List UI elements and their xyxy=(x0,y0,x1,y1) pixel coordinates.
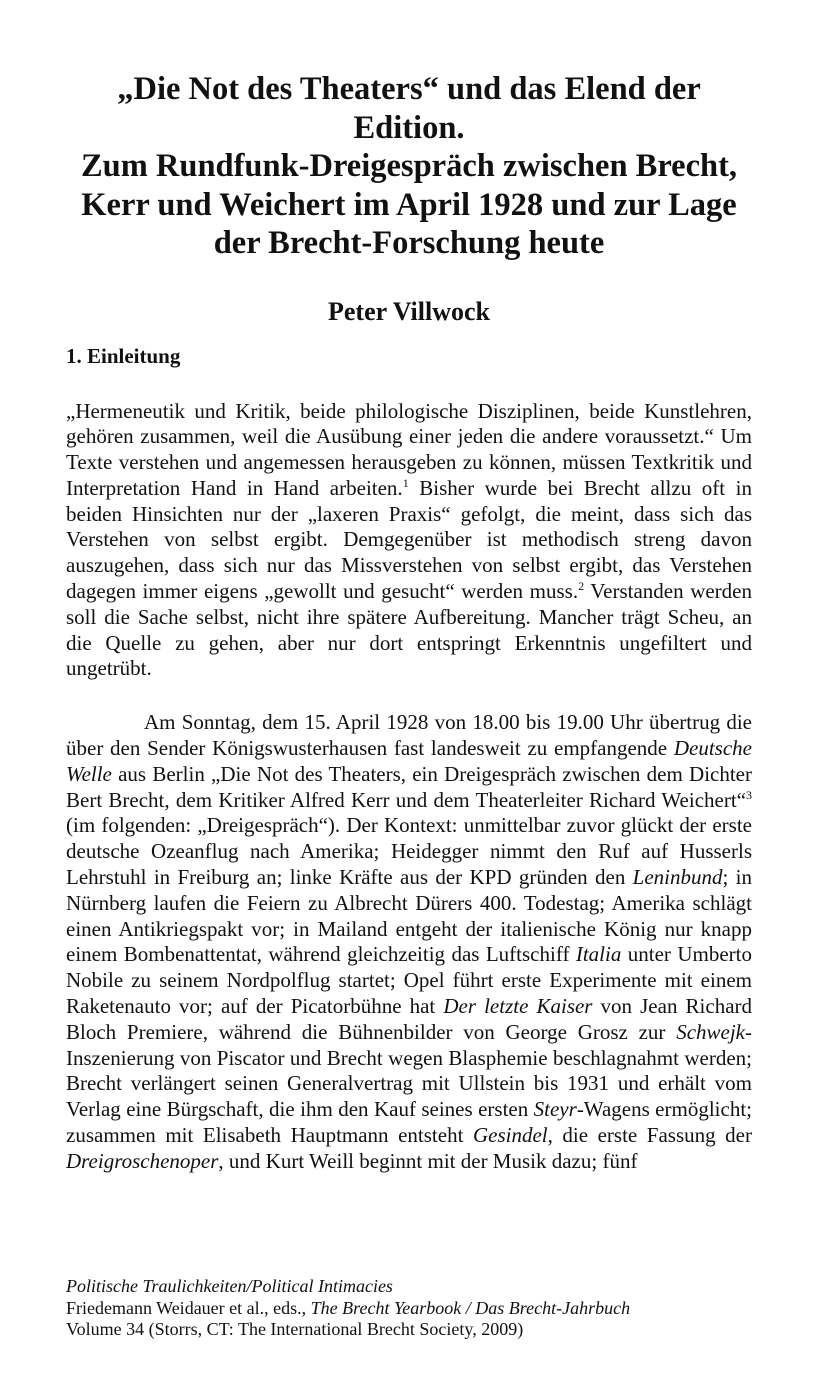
italic-run: Schwejk xyxy=(676,1019,745,1044)
collection-title: Politische Traulichkeiten/Political Intimacies xyxy=(66,1276,393,1296)
yearbook-title: The Brecht Yearbook / Das Brecht-Jahrbuch xyxy=(310,1297,631,1318)
article-page xyxy=(66,70,752,1175)
text-run: (im folgenden: „Dreigespräch“). Der Kontext: unmittelbar zuvor glückt der erste deutsche Ozeanflug nach Amerika; Heidegger nimmt den Ruf auf Husserls Lehrstuhl in Freiburg an; linke Kräfte aus der KPD gründen den xyxy=(66,813,752,890)
text-run: -Inszenierung von Piscator und Brecht wegen Blasphemie beschlagnahmt werden; Brecht verlängert seinen Generalvertrag mit Ullstein bis 1931 und erhält vom Verlag eine Bürgschaft, die ihm den Kauf seines ersten xyxy=(66,1019,752,1122)
footnote-marker[interactable]: 3 xyxy=(746,787,752,802)
italic-run: Deutsche Welle xyxy=(66,736,752,786)
paragraph-1 xyxy=(66,399,752,683)
italic-run: Steyr xyxy=(533,1097,577,1122)
text-run: ; in Nürnberg laufen die Feiern zu Albrecht Dürers 400. Todestag; Amerika schlägt einen Antikriegspakt vor; in Mailand entgeht der italienische König nur knapp einem Bombenattentat, während gleichzeitig das Luftschiff xyxy=(66,865,753,967)
title-line: „Die Not des Theaters“ und das Elend der xyxy=(117,71,701,107)
volume-line: Volume 34 (Storrs, CT: The International Brecht Society, 2009) xyxy=(66,1319,524,1339)
paragraph-2 xyxy=(66,710,752,1174)
text-run: , und Kurt Weill beginnt mit der Musik dazu; fünf xyxy=(218,1148,638,1173)
text-run: -Wagens ermöglicht; zusammen mit Elisabeth Hauptmann entsteht xyxy=(66,1097,752,1148)
text-run: Verstanden werden soll die Sache selbst, nicht ihre spätere Aufbereitung. Mancher trägt Scheu, an die Quelle zu gehen, aber nur dort entspringt Erkenntnis ungefiltert und ungetrübt. xyxy=(66,579,752,681)
italic-run: Gesindel xyxy=(472,1123,548,1148)
text-run: unter Umberto Nobile zu seinem Nordpolflug startet; Opel führt erste Experimente mit einem Raketenauto vor; auf der Picatorbühne hat xyxy=(66,942,752,1019)
article-title xyxy=(66,70,752,263)
editors-line xyxy=(66,1298,756,1320)
title-line: der Brecht-Forschung heute xyxy=(213,225,605,261)
text-run: Am Sonntag, dem 15. April 1928 von 18.00 bis 19.00 Uhr übertrug die über den Sender Königswusterhausen fast landesweit zu empfangende xyxy=(66,710,752,761)
footnote-marker[interactable]: 2 xyxy=(578,579,585,594)
text-run: aus Berlin „Die Not des Theaters, ein Dreigespräch zwischen dem Dichter Bert Brecht, dem Kritiker Alfred Kerr und dem Theaterleiter Richard Weichert“ xyxy=(66,761,752,812)
italic-run: Der letzte Kaiser xyxy=(443,994,593,1019)
text-run: Bisher wurde bei Brecht allzu oft in beiden Hinsichten nur der „laxeren Praxis“ gefolgt, die meint, dass sich das Verstehen von selbst ergibt. Demgegenüber ist methodisch streng davon auszugehen, dass sich nur das Missverstehen von selbst ergibt, das Verstehen dagegen immer eigens „gewollt und gesucht“ werden muss. xyxy=(66,475,752,604)
editors-text: Friedemann Weidauer et al., eds., xyxy=(66,1297,311,1318)
footnote-marker[interactable]: 1 xyxy=(402,475,409,490)
italic-run: Leninbund xyxy=(632,865,723,890)
text-run: „Hermeneutik und Kritik, beide philologische Disziplinen, beide Kunstlehren, gehören zusammen, weil die Ausübung einer jeden die andere voraussetzt.“ Um Texte verstehen und angemessen herausgeben zu können, müssen Textkritik und Interpretation Hand in Hand arbeiten. xyxy=(66,398,752,500)
italic-run: Dreigroschenoper xyxy=(66,1148,219,1173)
author-name: Peter Villwock xyxy=(328,296,490,326)
title-line: Edition. xyxy=(353,109,465,146)
italic-run: Italia xyxy=(575,942,622,967)
title-line: Kerr und Weichert im April 1928 und zur Lage xyxy=(81,186,737,223)
citation-footer xyxy=(66,1276,756,1341)
section-heading: 1. Einleitung xyxy=(66,343,181,368)
text-run: von Jean Richard Bloch Premiere, während die Bühnenbilder von George Grosz zur xyxy=(66,994,753,1044)
title-line: Zum Rundfunk-Dreigespräch zwischen Brecht, xyxy=(80,148,738,184)
text-run: , die erste Fassung der xyxy=(547,1123,752,1148)
